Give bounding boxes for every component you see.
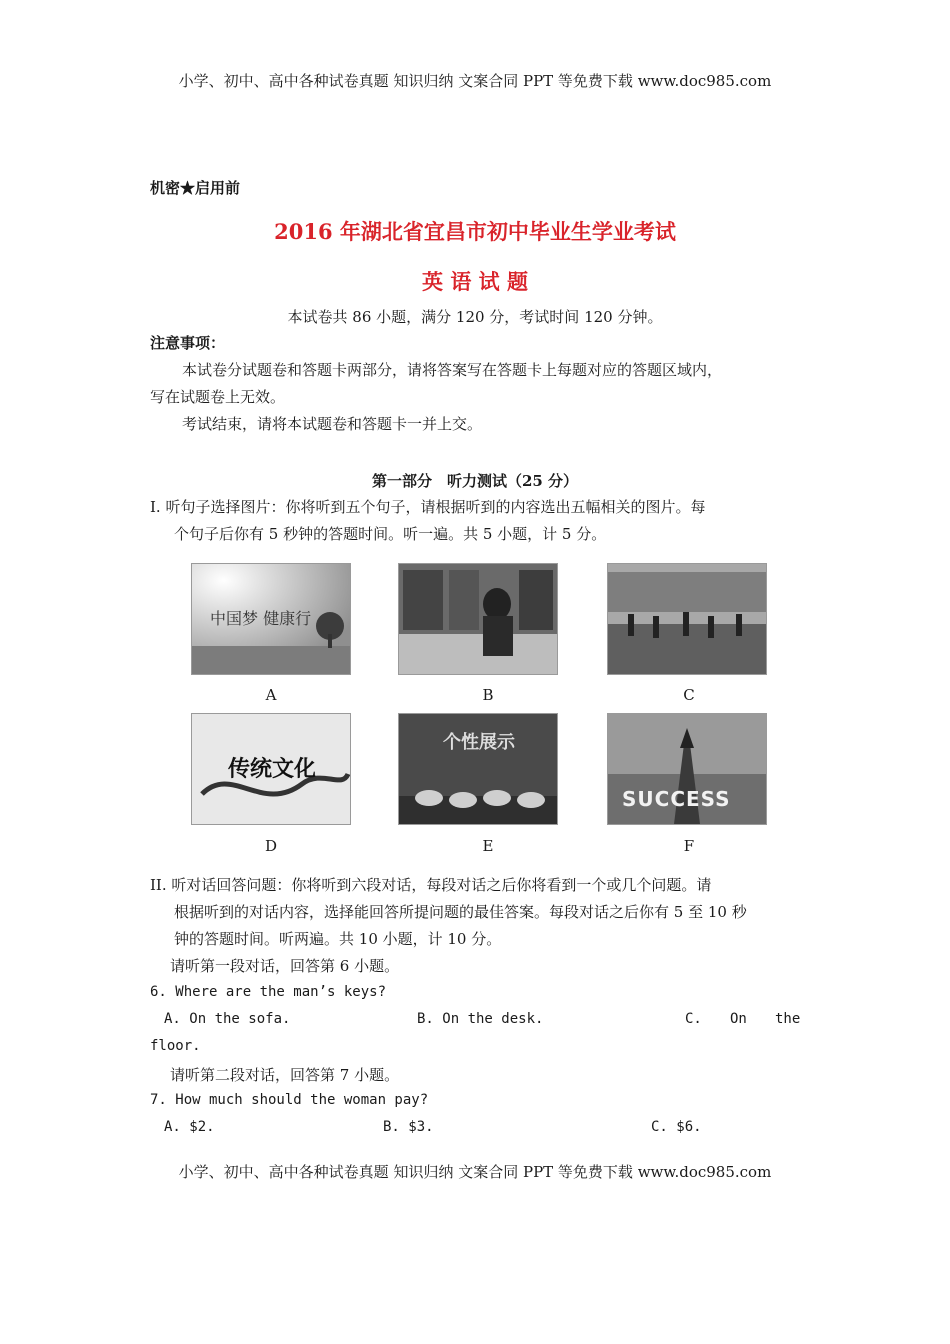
page-header: 小学、初中、高中各种试卷真题 知识归纳 文案合同 PPT 等免费下载 www.doc985.com xyxy=(178,72,772,90)
section1-line-1: Ⅰ. 听句子选择图片：你将听到五个句子，请根据听到的内容选出五幅相关的图片。每 xyxy=(150,498,706,516)
dialog-1-instruction: 请听第一段对话，回答第 6 小题。 xyxy=(170,957,400,975)
section2-line-2: 根据听到的对话内容，选择能回答所提问题的最佳答案。每段对话之后你有 5 至 10 秒 xyxy=(174,903,747,921)
q6-option-c-part3: the xyxy=(775,1011,801,1027)
q6-option-b: B. On the desk. xyxy=(417,1011,544,1027)
notice-line-2: 考试结束，请将本试题卷和答题卡一并上交。 xyxy=(182,415,483,433)
picture-f-caption: SUCCESS xyxy=(622,787,731,811)
notice-line-1a: 本试卷分试题卷和答题卡两部分，请将答案写在答题卡上每题对应的答题区域内， xyxy=(182,361,723,379)
q6-option-a: A. On the sofa. xyxy=(164,1011,291,1027)
confidential-mark: 机密★启用前 xyxy=(150,179,241,197)
picture-d-caption: 传统文化 xyxy=(228,756,317,782)
picture-a-caption: 中国梦 健康行 xyxy=(210,609,312,628)
notice-line-1b: 写在试题卷上无效。 xyxy=(150,388,286,406)
question-7: 7. How much should the woman pay? xyxy=(150,1092,429,1108)
exam-title: 2016 年湖北省宜昌市初中毕业生学业考试 xyxy=(274,219,676,244)
question-6: 6. Where are the man’s keys? xyxy=(150,984,387,1000)
exam-subtitle: 英 语 试 题 xyxy=(422,269,528,294)
picture-e-label: E xyxy=(482,837,494,855)
picture-b xyxy=(398,563,558,675)
notice-heading: 注意事项： xyxy=(150,334,226,352)
picture-b-label: B xyxy=(482,686,494,704)
picture-f-label: F xyxy=(683,837,695,855)
q7-option-a: A. $2. xyxy=(164,1119,215,1135)
section2-line-1: II. 听对话回答问题：你将听到六段对话，每段对话之后你将看到一个或几个问题。请 xyxy=(150,876,712,894)
q6-option-c-part1: C. xyxy=(685,1011,702,1027)
exam-info: 本试卷共 86 小题，满分 120 分，考试时间 120 分钟。 xyxy=(287,308,663,326)
section2-line-3: 钟的答题时间。听两遍。共 10 小题，计 10 分。 xyxy=(174,930,502,948)
picture-c xyxy=(607,563,767,675)
section1-line-2: 个句子后你有 5 秒钟的答题时间。听一遍。共 5 小题，计 5 分。 xyxy=(174,525,607,543)
picture-a-label: A xyxy=(265,686,277,704)
dialog-2-instruction: 请听第二段对话，回答第 7 小题。 xyxy=(170,1066,400,1084)
page-footer: 小学、初中、高中各种试卷真题 知识归纳 文案合同 PPT 等免费下载 www.doc985.com xyxy=(178,1163,772,1181)
picture-c-label: C xyxy=(683,686,695,704)
picture-d-label: D xyxy=(264,837,278,855)
q7-option-c: C. $6. xyxy=(651,1119,702,1135)
q7-option-b: B. $3. xyxy=(383,1119,434,1135)
q6-option-c-part2: On xyxy=(730,1011,747,1027)
part1-heading: 第一部分 听力测试（25 分） xyxy=(371,472,579,490)
q6-option-c-part4: floor. xyxy=(150,1038,201,1054)
picture-e-caption: 个性展示 xyxy=(443,732,515,753)
